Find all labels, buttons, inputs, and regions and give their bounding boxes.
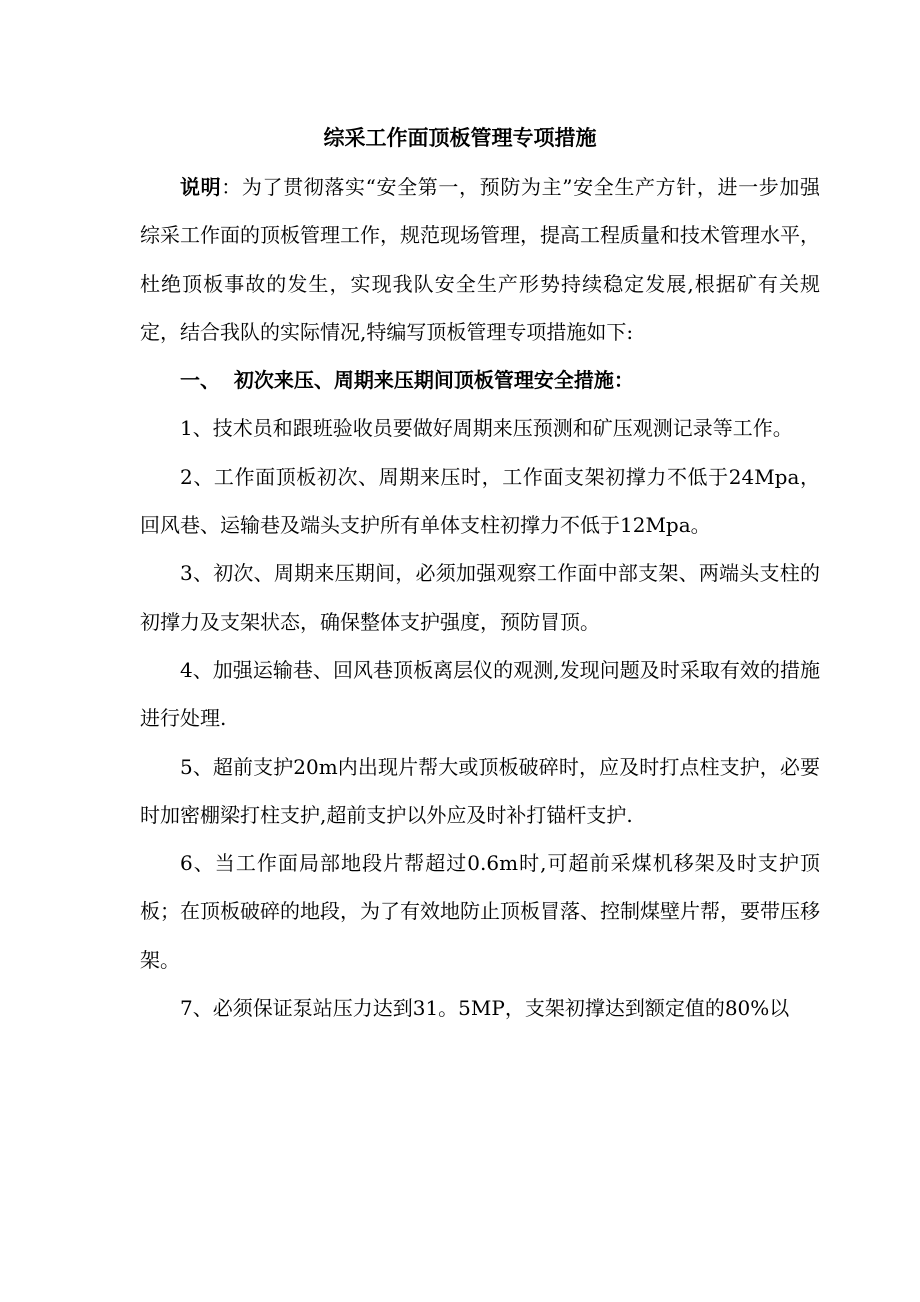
intro-text: ：为了贯彻落实“安全第一，预防为主”安全生产方针，进一步加强综采工作面的顶板管理工作，规范现场管理，提高工程质量和技术管理水平，杜绝顶板事故的发生，实现我队安全生产形势持续稳定发展,根据矿有关规定，结合我队的实际情况,特编写顶板管理专项措施如下: — [140, 175, 821, 344]
section-heading: 一、 初次来压、周期来压期间顶板管理安全措施： — [180, 368, 634, 393]
measure-item-1: 1、技术员和跟班验收员要做好周期来压预测和矿压观测记录等工作。 — [180, 416, 793, 441]
document-body — [140, 163, 820, 1032]
measure-item-4: 4、加强运输巷、回风巷顶板离层仪的观测,发现问题及时采取有效的措施进行处理. — [140, 657, 820, 731]
measure-item-7: 7、必须保证泵站压力达到31。5MP，支架初撑达到额定值的80%以 — [180, 996, 790, 1021]
measure-item-5: 5、超前支护20m内出现片帮大或顶板破碎时，应及时打点柱支护，必要时加密棚梁打柱支护,超前支护以外应及时补打锚杆支护. — [140, 754, 820, 827]
intro-paragraph — [140, 163, 820, 356]
intro-label: 说明 — [180, 175, 222, 199]
document-title: 综采工作面顶板管理专项措施 — [323, 125, 597, 150]
measure-item-2: 2、工作面顶板初次、周期来压时，工作面支架初撑力不低于24Mpa，回风巷、运输巷及端头支护所有单体支柱初撑力不低于12Mpa。 — [140, 464, 820, 538]
measure-item-6: 6、当工作面局部地段片帮超过0.6m时,可超前采煤机移架及时支护顶板；在顶板破碎的地段，为了有效地防止顶板冒落、控制煤壁片帮，要带压移架。 — [140, 851, 820, 972]
measure-item-3: 3、初次、周期来压期间，必须加强观察工作面中部支架、两端头支柱的初撑力及支架状态，确保整体支护强度，预防冒顶。 — [140, 561, 820, 634]
